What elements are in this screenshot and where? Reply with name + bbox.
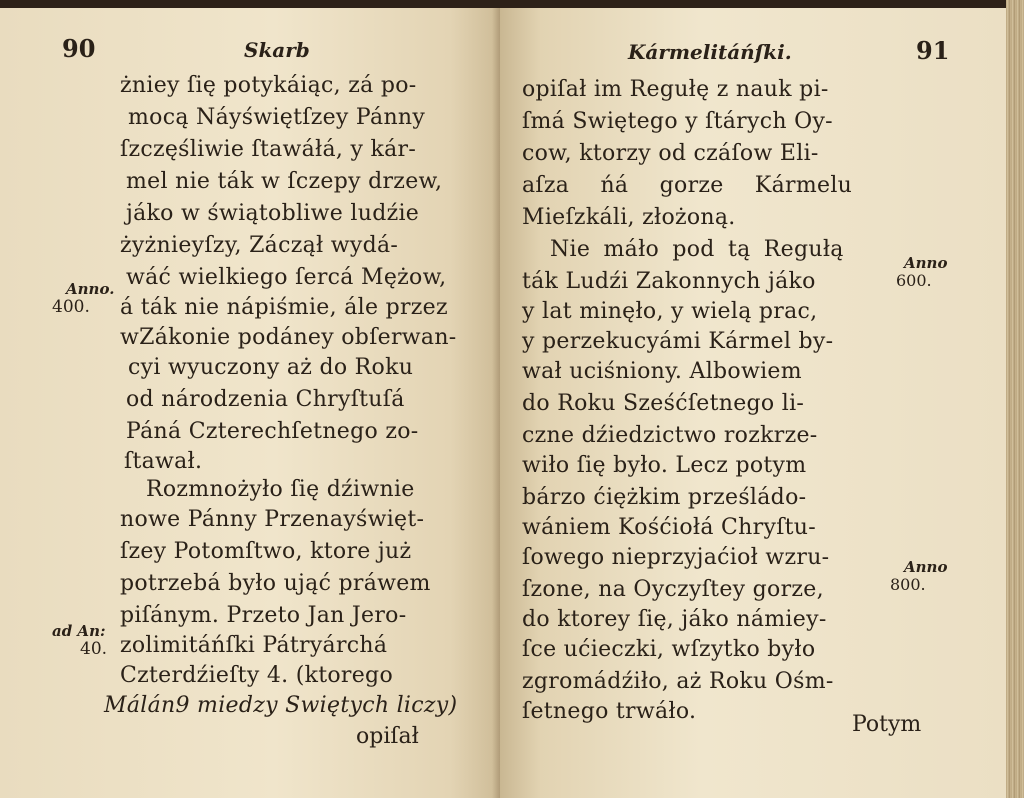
text-line: cow, ktorzy od czáſow Eli- xyxy=(522,141,819,166)
margin-note-anno-600 xyxy=(896,254,947,290)
text-line: ſowego nieprzyjaćioł wzru- xyxy=(522,545,830,570)
text-line: wáć wielkiego ſercá Mężow, xyxy=(126,265,447,290)
text-line: piſánym. Przeto Jan Jero- xyxy=(120,603,407,628)
text-line: Rozmnożyło ſię dźiwnie xyxy=(146,477,415,502)
margin-note-year: 600. xyxy=(896,271,932,290)
page-number-left: 90 xyxy=(62,34,96,63)
text-line: ſzone, na Oyczyſtey gorze, xyxy=(522,577,824,602)
margin-note-label: Anno xyxy=(904,254,948,272)
text-line: ſmá Swiętego y ſtárych Oy- xyxy=(522,109,833,134)
text-line: bárzo ćiężkim prześládo- xyxy=(522,485,807,510)
text-line: opiſał im Regułę z nauk pi- xyxy=(522,77,829,102)
text-line: zgromádźiło, aż Roku Ośm- xyxy=(522,669,834,694)
text-line: ſzey Potomſtwo, ktore już xyxy=(120,539,412,564)
running-head-left: Skarb xyxy=(244,38,310,62)
text-line: wiło ſię było. Lecz potym xyxy=(522,453,807,478)
text-line: wał uciśniony. Albowiem xyxy=(522,359,802,384)
text-line: wZákonie podáney obſerwan- xyxy=(120,325,457,350)
text-line: Málán9 miedzy Swiętych liczy) xyxy=(104,693,458,718)
margin-note-anno-400 xyxy=(52,280,115,317)
margin-note-label: Anno. xyxy=(66,280,115,298)
margin-note-anno-800 xyxy=(890,558,947,594)
margin-note-ad-anno-40 xyxy=(52,622,107,658)
text-line: żyżnieyſzy, Záczął wydá- xyxy=(120,233,399,258)
text-line: aſza ńá gorze Kármelu xyxy=(522,173,853,198)
text-line: ſetnego trwáło. xyxy=(522,699,697,724)
right-page xyxy=(500,8,1006,798)
text-line: y perzekucyámi Kármel by- xyxy=(522,329,834,354)
text-line: cyi wyuczony aż do Roku xyxy=(128,355,414,380)
text-line: mel nie ták w ſczepy drzew, xyxy=(126,169,443,194)
text-line: ſzczęśliwie ſtawáłá, y kár- xyxy=(120,137,417,162)
text-line: od národzenia Chryſtuſá xyxy=(126,387,405,412)
text-line: y lat minęło, y wielą prac, xyxy=(522,299,818,324)
text-line: mocą Náyświętſzey Pánny xyxy=(128,105,426,130)
text-line: żniey ſię potykáiąc, zá po- xyxy=(120,73,417,98)
catchword-left: opiſał xyxy=(356,724,419,749)
text-line: ſce ućieczki, wſzytko było xyxy=(522,637,816,662)
text-line: ták Ludźi Zakonnych jáko xyxy=(522,269,816,294)
text-line: jáko w świątobliwe ludźie xyxy=(126,201,420,226)
text-line: Páná Czterechſetnego zo- xyxy=(126,419,419,444)
text-line: nowe Pánny Przenayświęt- xyxy=(120,507,425,532)
left-page xyxy=(0,8,500,798)
text-line: á ták nie nápiśmie, ále przez xyxy=(120,295,448,320)
text-line: do ktorey ſię, jáko námiey- xyxy=(522,607,827,632)
page-number-right: 91 xyxy=(916,36,950,65)
margin-note-year: 40. xyxy=(80,639,108,659)
text-line: do Roku Sześćſetnego li- xyxy=(522,391,805,416)
running-head-right: Kármelitáńſki. xyxy=(628,40,792,64)
margin-note-label: ad An: xyxy=(52,622,106,640)
text-line: ſtawał. xyxy=(124,449,203,474)
catchword-right: Potym xyxy=(852,712,922,737)
margin-note-year: 400. xyxy=(52,297,90,317)
text-line: Czterdźieſty 4. (ktorego xyxy=(120,663,393,688)
margin-note-year: 800. xyxy=(890,575,926,594)
text-line: Nie máło pod tą Regułą xyxy=(550,237,844,262)
text-line: czne dźiedzictwo rozkrze- xyxy=(522,423,818,448)
page-edges xyxy=(1006,0,1024,798)
text-line: Mieſzkáli, złożoną. xyxy=(522,205,736,230)
text-line: zolimitáńſki Pátryárchá xyxy=(120,633,388,658)
margin-note-label: Anno xyxy=(904,558,948,576)
text-line: potrzebá było ująć práwem xyxy=(120,571,431,596)
text-line: wániem Kośćiołá Chryſtu- xyxy=(522,515,816,540)
